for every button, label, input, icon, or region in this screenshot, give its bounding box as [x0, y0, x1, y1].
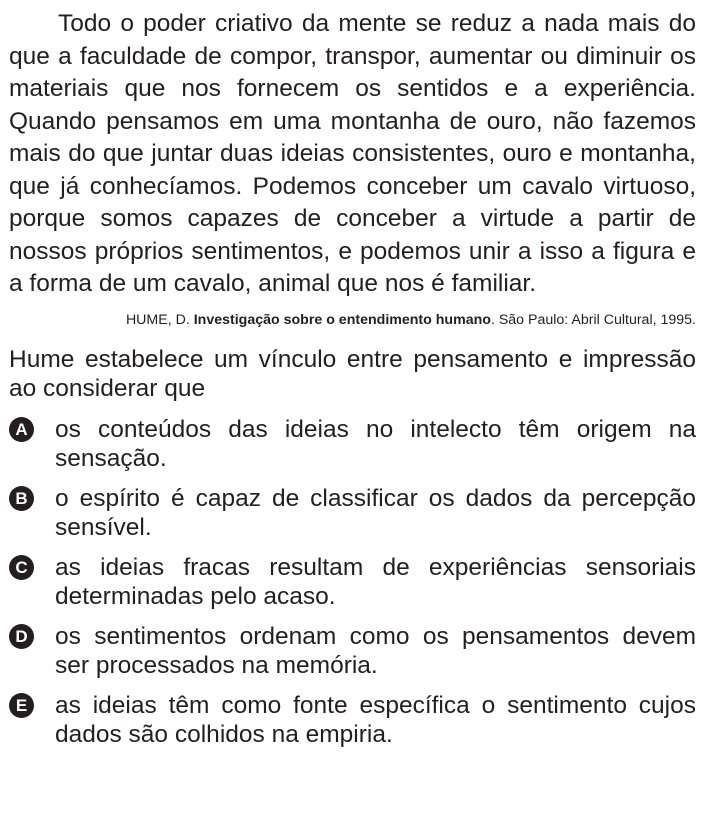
option-text: o espírito é capaz de classificar os dados da percepção sensível. [55, 484, 696, 541]
option-c[interactable] [9, 553, 696, 611]
option-d[interactable] [9, 622, 696, 680]
option-letter-badge: B [9, 486, 34, 511]
citation-publication: . São Paulo: Abril Cultural, 1995. [490, 311, 696, 328]
option-letter-badge: E [9, 693, 34, 718]
option-a[interactable] [9, 415, 696, 473]
option-e[interactable] [9, 691, 696, 749]
citation-author: HUME, D. [125, 311, 194, 328]
option-text: os sentimentos ordenam como os pensamentos devem ser processados na memória. [55, 622, 696, 679]
citation [9, 311, 696, 329]
option-text: as ideias têm como fonte específica o sentimento cujos dados são colhidos na empiria. [55, 691, 696, 748]
option-letter-badge: A [9, 417, 34, 442]
passage-text: Todo o poder criativo da mente se reduz a nada mais do que a faculdade de compor, transpor, aumentar ou diminuir os materiais que nos fornecem os sentidos e a experiência. Quando pensamos em uma montanha de ouro, não fazemos mais do que juntar duas ideias consistentes, ouro e montanha, que já conhecíamos. Podemos conceber um cavalo virtuoso, porque somos capazes de conceber a virtude a partir de nossos próprios sentimentos, e podemos unir a isso a figura e a forma de um cavalo, animal que nos é familiar. [9, 10, 696, 297]
option-letter-badge: D [9, 624, 34, 649]
option-text: os conteúdos das ideias no intelecto têm origem na sensação. [55, 415, 696, 472]
passage [9, 8, 696, 301]
question-stem: Hume estabelece um vínculo entre pensamento e impressão ao considerar que [9, 345, 696, 402]
citation-title: Investigação sobre o entendimento humano [193, 311, 491, 328]
option-letter-badge: C [9, 555, 34, 580]
option-text: as ideias fracas resultam de experiências sensoriais determinadas pelo acaso. [55, 553, 696, 610]
option-b[interactable] [9, 484, 696, 542]
answer-options [9, 415, 696, 749]
